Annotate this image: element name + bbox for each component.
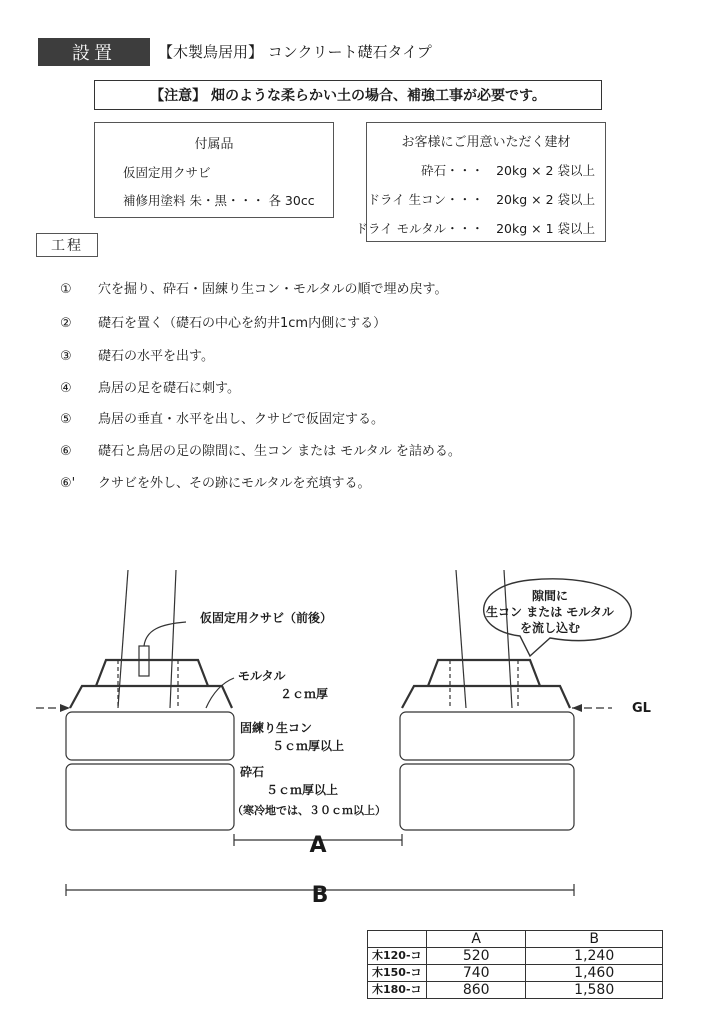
section-label xyxy=(38,38,150,66)
mortar-label: モルタル xyxy=(238,669,286,683)
accessory-item: 補修用塗料 朱・黒・・・ 各 30cc xyxy=(123,193,315,208)
process-title: 工程 xyxy=(51,238,83,254)
process-step xyxy=(60,377,240,396)
gl-arrow-icon xyxy=(60,704,70,712)
step-text: 鳥居の垂直・水平を出し、クサビで仮固定する。 xyxy=(98,412,385,427)
concrete-label: 固練り生コン xyxy=(240,721,313,735)
right-footing-cap xyxy=(428,660,540,686)
step-text: 礎石と鳥居の足の隙間に、生コン または モルタル を詰める。 xyxy=(98,444,461,459)
step-number: ⑥' xyxy=(60,476,76,491)
process-title-box xyxy=(36,233,98,257)
dimension-a-value: 520 xyxy=(427,948,526,965)
notice-text: 【注意】 畑のような柔らかい土の場合、補強工事が必要です。 xyxy=(150,88,546,104)
dimension-a-label: A xyxy=(309,833,327,858)
step-number: ③ xyxy=(60,349,72,364)
right-pillar-edge xyxy=(456,570,466,708)
process-step xyxy=(60,278,447,297)
step-text: 鳥居の足を礎石に刺す。 xyxy=(98,381,240,396)
step-number: ② xyxy=(60,316,72,331)
table-header xyxy=(368,931,427,948)
dimension-a-value: 860 xyxy=(427,982,526,999)
material-item: 砕石・・・ 20kg × 2 袋以上 xyxy=(421,163,595,178)
process-step xyxy=(60,408,384,427)
section-label-text: 設置 xyxy=(72,43,116,64)
dimension-b-label: B xyxy=(311,883,329,908)
accessories-box xyxy=(94,122,334,218)
left-concrete-layer xyxy=(66,712,234,760)
table-header: A xyxy=(427,931,526,948)
gravel-depth: ５ｃｍ厚以上 xyxy=(266,783,339,797)
dimension-b-value: 1,240 xyxy=(526,948,663,965)
step-text: クサビを外し、その跡にモルタルを充填する。 xyxy=(98,476,371,491)
page-title: 【木製鳥居用】 コンクリート礎石タイプ xyxy=(158,43,432,61)
mortar-depth: ２ｃｍ厚 xyxy=(280,687,329,701)
table-row xyxy=(368,982,663,999)
wedge-label: 仮固定用クサビ（前後） xyxy=(200,611,333,625)
process-step xyxy=(60,472,370,491)
concrete-depth: ５ｃｍ厚以上 xyxy=(272,739,345,753)
dimension-b-value: 1,460 xyxy=(526,965,663,982)
right-concrete-layer xyxy=(400,712,574,760)
accessories-title: 付属品 xyxy=(194,137,234,152)
wedge-leader xyxy=(144,622,186,646)
right-pillar-edge xyxy=(504,570,512,708)
step-number: ⑤ xyxy=(60,412,72,427)
gravel-note: （寒冷地では、３０ｃｍ以上） xyxy=(232,804,386,817)
dimension-b-value: 1,580 xyxy=(526,982,663,999)
left-pillar-edge xyxy=(118,570,128,708)
model-name: 木120-コ xyxy=(368,948,427,965)
step-number: ① xyxy=(60,282,72,297)
dimension-a-value: 740 xyxy=(427,965,526,982)
gl-arrow-icon xyxy=(572,704,582,712)
table-row xyxy=(368,965,663,982)
callout-text: 隙間に xyxy=(531,589,569,603)
step-text: 礎石を置く（礎石の中心を約井1cm内側にする） xyxy=(98,316,387,331)
step-text: 穴を掘り、砕石・固練り生コン・モルタルの順で埋め戻す。 xyxy=(98,282,448,297)
process-step xyxy=(60,440,461,459)
table-row xyxy=(368,948,663,965)
installation-diagram xyxy=(0,540,724,920)
step-number: ④ xyxy=(60,381,72,396)
right-gravel-layer xyxy=(400,764,574,830)
gl-label: GL xyxy=(632,701,651,716)
materials-box xyxy=(355,122,606,242)
process-step xyxy=(60,345,214,364)
step-number: ⑥ xyxy=(60,444,72,459)
left-footing-cap xyxy=(96,660,208,686)
model-name: 木150-コ xyxy=(368,965,427,982)
process-step xyxy=(60,312,386,331)
table-header: B xyxy=(526,931,663,948)
callout-text: 生コン または モルタル xyxy=(486,605,614,619)
table-header-row xyxy=(368,931,663,948)
callout-text: を流し込む xyxy=(519,621,581,635)
size-table xyxy=(367,930,663,999)
left-pillar-edge xyxy=(170,570,176,708)
left-gravel-layer xyxy=(66,764,234,830)
accessory-item: 仮固定用クサビ xyxy=(123,165,211,180)
right-footing-stone xyxy=(402,686,570,708)
gravel-label: 砕石 xyxy=(240,765,265,779)
material-item: ドライ モルタル・・・ 20kg × 1 袋以上 xyxy=(355,221,595,236)
notice-box xyxy=(94,80,602,110)
step-text: 礎石の水平を出す。 xyxy=(98,349,214,364)
material-item: ドライ 生コン・・・ 20kg × 2 袋以上 xyxy=(367,192,595,207)
model-name: 木180-コ xyxy=(368,982,427,999)
materials-title: お客様にご用意いただく建材 xyxy=(401,135,571,150)
